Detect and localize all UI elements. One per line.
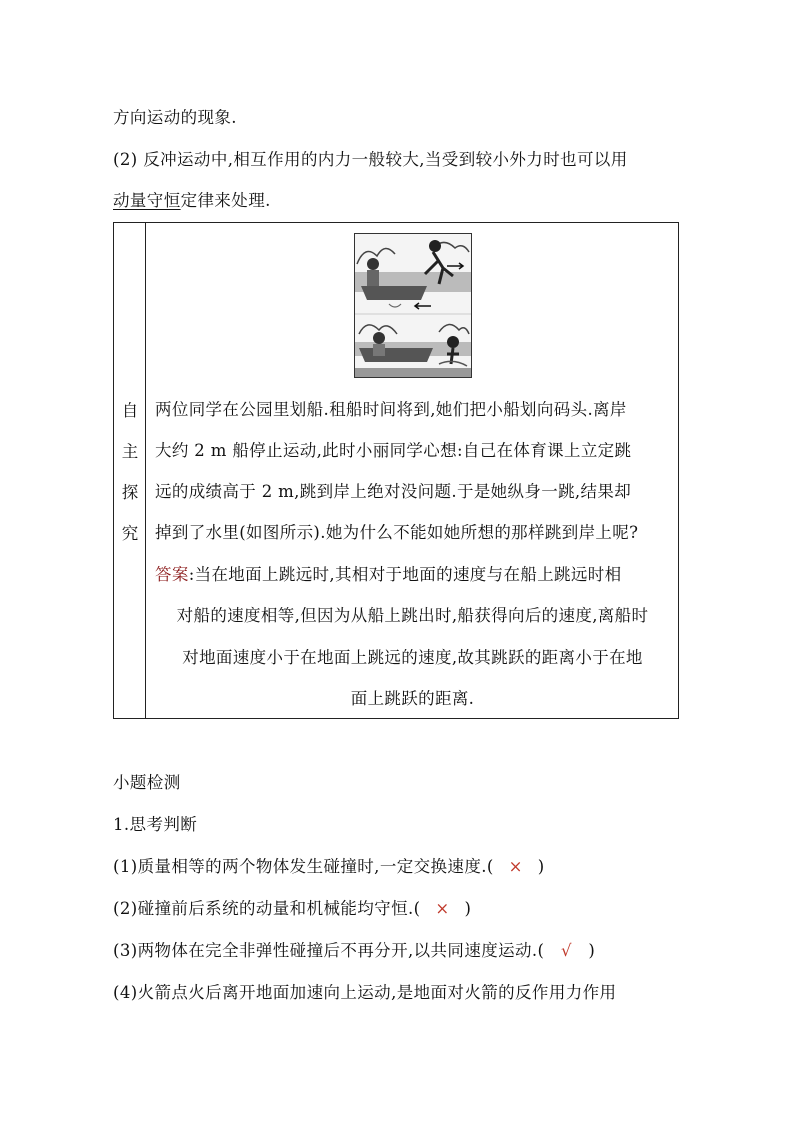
question-title: 1.思考判断 [113, 815, 198, 834]
intro-line-3 [113, 189, 271, 213]
question-line: 远的成绩高于 2 m,跳到岸上绝对没问题.于是她纵身一跳,结果却 [155, 482, 632, 501]
underlined-term: 动量守恒 [113, 191, 181, 210]
boat-jump-illustration [354, 233, 472, 378]
answer-line: 面上跳跃的距离. [350, 689, 475, 708]
intro-line-3-rest: 定律来处理. [180, 191, 271, 210]
judgement-text: (3)两物体在完全非弹性碰撞后不再分开,以共同速度运动.( [113, 941, 545, 960]
judgement-close: ) [588, 941, 596, 960]
side-label-column [114, 223, 146, 718]
question-line: 两位同学在公园里划船.租船时间将到,她们把小船划向码头.离岸 [155, 400, 627, 419]
cross-mark-icon: × [435, 899, 450, 918]
answer-line: 对地面速度小于在地面上跳远的速度,故其跳跃的距离小于在地 [182, 648, 643, 667]
answer-label: 答案 [155, 565, 189, 584]
side-label-char: 主 [121, 442, 139, 461]
section-title: 小题检测 [113, 773, 181, 792]
side-label-char: 自 [121, 401, 139, 420]
intro-line-1: 方向运动的现象. [113, 108, 237, 127]
answer-line [155, 563, 670, 587]
question-line: 掉到了水里(如图所示).她为什么不能如她所想的那样跳到岸上呢? [155, 523, 639, 542]
answer-line: 对船的速度相等,但因为从船上跳出时,船获得向后的速度,离船时 [176, 606, 649, 625]
judgement-item-partial: (4)火箭点火后离开地面加速向上运动,是地面对火箭的反作用力作用 [113, 983, 617, 1002]
side-label-char: 究 [121, 524, 139, 543]
judgement-text: (1)质量相等的两个物体发生碰撞时,一定交换速度.( [113, 857, 494, 876]
judgement-close: ) [537, 857, 545, 876]
boat-jump-drawing [355, 234, 471, 377]
judgement-item [113, 939, 595, 963]
judgement-text: (2)碰撞前后系统的动量和机械能均守恒.( [113, 899, 421, 918]
check-mark-icon: √ [560, 941, 572, 960]
side-label-char: 探 [121, 483, 139, 502]
judgement-item [113, 855, 545, 879]
judgement-item [113, 897, 471, 921]
cross-mark-icon: × [508, 857, 523, 876]
answer-text: :当在地面上跳远时,其相对于地面的速度与在船上跳远时相 [188, 565, 622, 584]
judgement-close: ) [464, 899, 472, 918]
question-line: 大约 2 m 船停止运动,此时小丽同学心想:自己在体育课上立定跳 [155, 441, 632, 460]
inquiry-table [113, 222, 679, 719]
intro-line-2: (2) 反冲运动中,相互作用的内力一般较大,当受到较小外力时也可以用 [113, 150, 628, 169]
